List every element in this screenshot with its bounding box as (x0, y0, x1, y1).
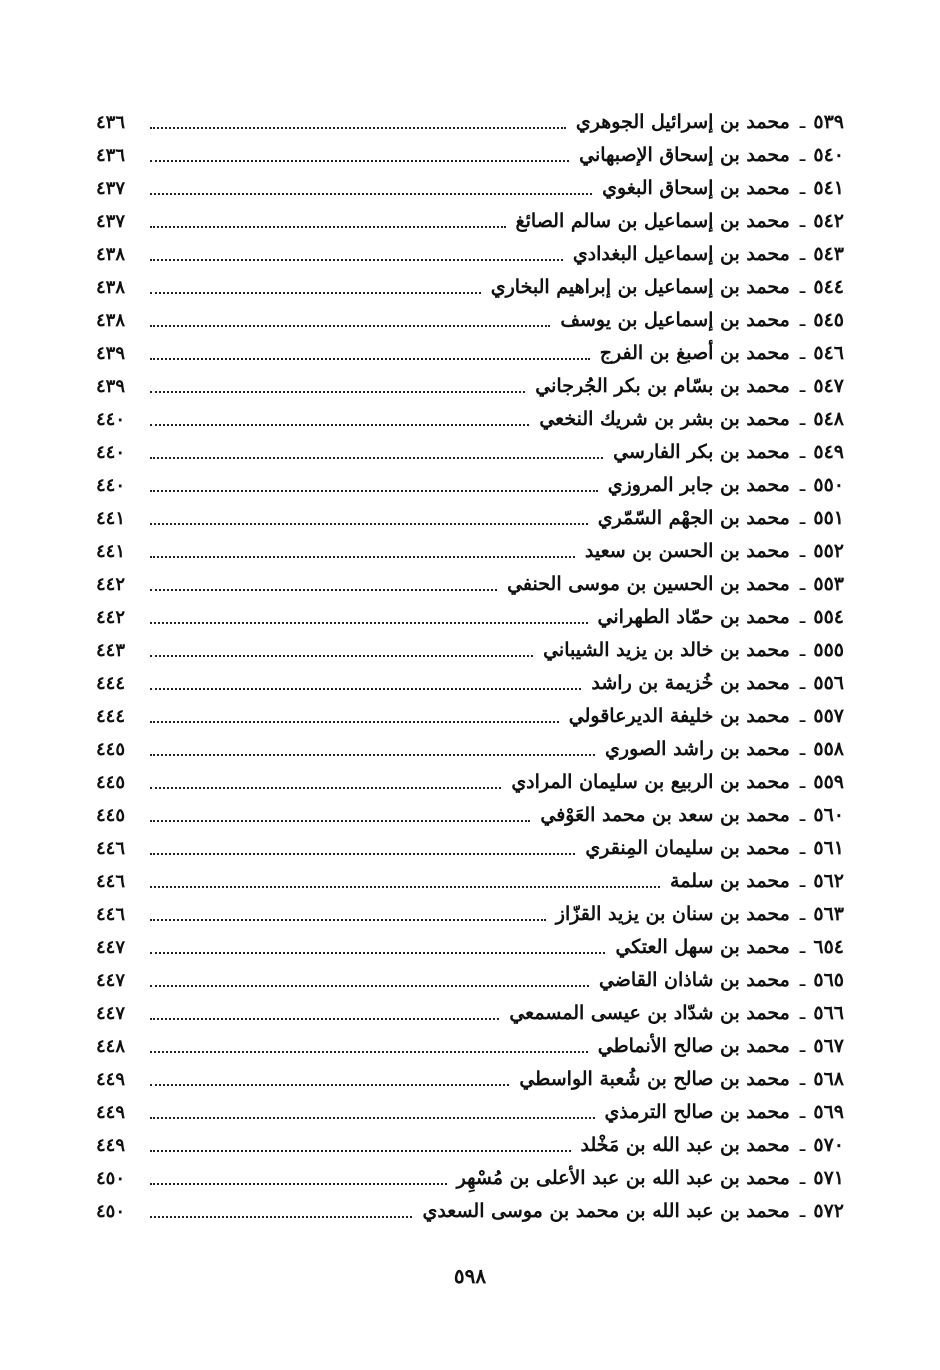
dot-leader (150, 160, 569, 162)
entry-name: محمد بن سهل العتكي (615, 936, 790, 958)
entry-number: ٥٦٢ (813, 870, 844, 892)
entry-dash: ـ (799, 243, 806, 265)
entry-number: ٥٤٢ (813, 210, 844, 232)
dot-leader (150, 391, 525, 393)
entry-page-number: ٤٤٥ (96, 805, 126, 826)
entry-number: ٥٦٥ (813, 969, 844, 991)
entry-name: محمد بن عبد الله بن محمد بن موسى السعدي (422, 1200, 790, 1222)
entry-dash: ـ (799, 870, 806, 892)
dot-leader (150, 259, 563, 261)
entry-name: محمد بن سليمان المِنقري (585, 837, 790, 859)
entry-page-number: ٤٤٥ (96, 772, 126, 793)
entry-page-number: ٤٤٧ (96, 1003, 126, 1024)
entry-page-number: ٤٤٣ (96, 640, 126, 661)
entry-dash: ـ (799, 1002, 806, 1024)
entry-name: محمد بن سنان بن يزيد القزّاز (555, 903, 790, 925)
entry-page-number: ٤٤٤ (96, 673, 126, 694)
toc-entry (96, 1096, 844, 1129)
entry-number: ٥٤٦ (813, 342, 844, 364)
toc-entry (96, 139, 844, 172)
dot-leader (150, 1018, 499, 1020)
entry-dash: ـ (799, 936, 806, 958)
toc-entry (96, 337, 844, 370)
entry-number: ٥٥٨ (813, 738, 844, 760)
toc-entry (96, 106, 844, 139)
dot-leader (150, 1117, 595, 1119)
entry-number: ٥٥٦ (813, 672, 844, 694)
entry-number: ٥٤٩ (813, 441, 844, 463)
entry-dash: ـ (799, 1101, 806, 1123)
entry-dash: ـ (799, 903, 806, 925)
dot-leader (150, 490, 598, 492)
entry-name: محمد بن إسحاق الإصبهاني (579, 144, 790, 166)
entry-page-number: ٤٣٩ (96, 376, 126, 397)
entry-page-number: ٤٣٦ (96, 145, 126, 166)
entry-name: محمد بن راشد الصوري (605, 738, 790, 760)
entry-page-number: ٤٣٨ (96, 310, 126, 331)
entry-dash: ـ (799, 177, 806, 199)
entry-dash: ـ (799, 969, 806, 991)
entry-dash: ـ (799, 705, 806, 727)
entry-page-number: ٤٤٤ (96, 706, 126, 727)
dot-leader (150, 1216, 412, 1218)
dot-leader (150, 1084, 509, 1086)
entry-number: ٥٥٢ (813, 540, 844, 562)
entry-dash: ـ (799, 573, 806, 595)
entry-name: محمد بن الحسن بن سعيد (584, 540, 790, 562)
entry-page-number: ٤٥٠ (96, 1168, 126, 1189)
entry-name: محمد بن خالد بن يزيد الشيباني (543, 639, 790, 661)
entry-name: محمد بن عبد الله بن مَخْلد (580, 1134, 790, 1156)
entry-dash: ـ (799, 738, 806, 760)
toc-entry (96, 205, 844, 238)
dot-leader (150, 589, 497, 591)
toc-entry (96, 502, 844, 535)
entry-number: ٥٦٣ (813, 903, 844, 925)
entry-dash: ـ (799, 111, 806, 133)
entry-page-number: ٤٤٠ (96, 409, 126, 430)
dot-leader (150, 754, 595, 756)
dot-leader (150, 985, 589, 987)
entry-number: ٥٤٤ (813, 276, 844, 298)
toc-entry (96, 1063, 844, 1096)
entry-number: ٥٦٦ (813, 1002, 844, 1024)
entry-dash: ـ (799, 540, 806, 562)
entry-number: ٥٥٠ (813, 474, 844, 496)
entry-name: محمد بن إسماعيل بن يوسف (560, 309, 790, 331)
toc-entry (96, 832, 844, 865)
entry-number: ٥٤٧ (813, 375, 844, 397)
entry-dash: ـ (799, 771, 806, 793)
entry-dash: ـ (799, 639, 806, 661)
dot-leader (150, 622, 588, 624)
dot-leader (150, 853, 575, 855)
toc-entry (96, 667, 844, 700)
entry-name: محمد بن شدّاد بن عيسى المسمعي (509, 1002, 790, 1024)
table-of-contents (96, 106, 844, 1228)
entry-name: محمد بن صالح الترمذي (604, 1101, 790, 1123)
entry-name: محمد بن شاذان القاضي (598, 969, 790, 991)
entry-number: ٥٥١ (813, 507, 844, 529)
dot-leader (150, 1051, 588, 1053)
entry-name: محمد بن إسماعيل البغدادي (572, 243, 790, 265)
dot-leader (150, 1150, 571, 1152)
toc-entry (96, 700, 844, 733)
entry-dash: ـ (799, 441, 806, 463)
dot-leader (150, 358, 590, 360)
dot-leader (150, 292, 481, 294)
entry-number: ٥٥٣ (813, 573, 844, 595)
entry-number: ٥٤٠ (813, 144, 844, 166)
toc-entry (96, 370, 844, 403)
entry-number: ٥٦٨ (813, 1068, 844, 1090)
entry-dash: ـ (799, 1200, 806, 1222)
entry-name: محمد بن الربيع بن سليمان المرادي (511, 771, 790, 793)
entry-name: محمد بن الجهْم السّمّري (597, 507, 790, 529)
dot-leader (150, 688, 581, 690)
toc-entry (96, 535, 844, 568)
entry-number: ٥٦٠ (813, 804, 844, 826)
dot-leader (150, 919, 546, 921)
entry-name: محمد بن سعد بن محمد العَوْفي (540, 804, 790, 826)
entry-page-number: ٤٣٧ (96, 211, 126, 232)
entry-page-number: ٤٤٧ (96, 937, 126, 958)
toc-entry (96, 997, 844, 1030)
entry-page-number: ٤٤٥ (96, 739, 126, 760)
entry-number: ٥٥٥ (813, 639, 844, 661)
entry-name: محمد بن إسحاق البغوي (602, 177, 790, 199)
entry-number: ٥٤٨ (813, 408, 844, 430)
entry-name: محمد بن إسماعيل بن إبراهيم البخاري (490, 276, 790, 298)
toc-entry (96, 1129, 844, 1162)
entry-dash: ـ (799, 276, 806, 298)
dot-leader (150, 325, 550, 327)
entry-number: ٥٦٧ (813, 1035, 844, 1057)
entry-number: ٥٧٠ (813, 1134, 844, 1156)
dot-leader (150, 721, 559, 723)
entry-number: ٥٣٩ (813, 111, 844, 133)
entry-name: محمد بن خليفة الديرعاقولي (568, 705, 790, 727)
entry-page-number: ٤٤٠ (96, 475, 126, 496)
entry-page-number: ٤٣٨ (96, 277, 126, 298)
entry-page-number: ٤٤١ (96, 541, 126, 562)
toc-entry (96, 898, 844, 931)
entry-page-number: ٤٤٦ (96, 904, 126, 925)
page-number: ٥٩٨ (453, 1264, 487, 1288)
entry-number: ٥٧١ (813, 1167, 844, 1189)
entry-number: ٥٥٧ (813, 705, 844, 727)
toc-entry (96, 799, 844, 832)
entry-number: ٥٦١ (813, 837, 844, 859)
entry-dash: ـ (799, 672, 806, 694)
entry-page-number: ٤٤٠ (96, 442, 126, 463)
entry-name: محمد بن سلمة (670, 870, 790, 892)
entry-dash: ـ (799, 1134, 806, 1156)
entry-number: ٥٥٩ (813, 771, 844, 793)
entry-dash: ـ (799, 342, 806, 364)
toc-entry (96, 568, 844, 601)
entry-number: ٥٤٣ (813, 243, 844, 265)
entry-dash: ـ (799, 408, 806, 430)
toc-entry (96, 436, 844, 469)
dot-leader (150, 820, 530, 822)
toc-entry (96, 1162, 844, 1195)
toc-entry (96, 601, 844, 634)
entry-name: محمد بن صالح بن شُعبة الواسطي (519, 1068, 790, 1090)
entry-dash: ـ (799, 210, 806, 232)
entry-dash: ـ (799, 837, 806, 859)
entry-page-number: ٤٣٦ (96, 112, 126, 133)
entry-page-number: ٤٣٧ (96, 178, 126, 199)
entry-page-number: ٤٤٢ (96, 607, 126, 628)
dot-leader (150, 457, 603, 459)
entry-dash: ـ (799, 1167, 806, 1189)
entry-name: محمد بن الحسين بن موسى الحنفي (507, 573, 790, 595)
entry-page-number: ٤٤٩ (96, 1135, 126, 1156)
entry-number: ٥٤١ (813, 177, 844, 199)
entry-page-number: ٤٤٩ (96, 1069, 126, 1090)
toc-entry (96, 865, 844, 898)
toc-entry (96, 304, 844, 337)
entry-dash: ـ (799, 606, 806, 628)
dot-leader (150, 886, 660, 888)
entry-dash: ـ (799, 474, 806, 496)
entry-page-number: ٤٥٠ (96, 1201, 126, 1222)
entry-dash: ـ (799, 804, 806, 826)
dot-leader (150, 424, 529, 426)
entry-page-number: ٤٣٨ (96, 244, 126, 265)
toc-entry (96, 634, 844, 667)
entry-name: محمد بن إسماعيل بن سالم الصائغ (515, 210, 790, 232)
dot-leader (150, 193, 592, 195)
entry-name: محمد بن بسّام بن بكر الجُرجاني (535, 375, 790, 397)
toc-entry (96, 931, 844, 964)
entry-page-number: ٤٤٩ (96, 1102, 126, 1123)
entry-name: محمد بن صالح الأنماطي (597, 1035, 790, 1057)
entry-page-number: ٤٤٢ (96, 574, 126, 595)
toc-entry (96, 271, 844, 304)
entry-number: ٥٧٢ (813, 1200, 844, 1222)
entry-name: محمد بن خُزيمة بن راشد (591, 672, 790, 694)
entry-name: محمد بن بشر بن شريك النخعي (539, 408, 790, 430)
toc-entry (96, 766, 844, 799)
toc-entry (96, 172, 844, 205)
entry-name: محمد بن بكر الفارسي (613, 441, 790, 463)
toc-entry (96, 733, 844, 766)
entry-name: محمد بن عبد الله بن عبد الأعلى بن مُسْهِر (456, 1167, 790, 1189)
entry-dash: ـ (799, 309, 806, 331)
entry-page-number: ٤٤٧ (96, 970, 126, 991)
dot-leader (150, 556, 575, 558)
entry-name: محمد بن إسرائيل الجوهري (575, 111, 790, 133)
dot-leader (150, 523, 588, 525)
entry-number: ٥٤٥ (813, 309, 844, 331)
dot-leader (150, 655, 533, 657)
entry-number: ٥٥٤ (813, 606, 844, 628)
toc-entry (96, 964, 844, 997)
entry-page-number: ٤٣٩ (96, 343, 126, 364)
dot-leader (150, 1183, 447, 1185)
entry-dash: ـ (799, 144, 806, 166)
entry-page-number: ٤٤٦ (96, 838, 126, 859)
entry-name: محمد بن جابر المروزي (607, 474, 790, 496)
entry-page-number: ٤٤١ (96, 508, 126, 529)
dot-leader (150, 952, 605, 954)
entry-dash: ـ (799, 1035, 806, 1057)
entry-name: محمد بن حمّاد الطهراني (597, 606, 790, 628)
entry-name: محمد بن أصبغ بن الفرج (599, 342, 790, 364)
entry-number: ٦٥٤ (813, 936, 844, 958)
toc-entry (96, 1195, 844, 1228)
dot-leader (150, 787, 501, 789)
entry-number: ٥٦٩ (813, 1101, 844, 1123)
dot-leader (150, 226, 506, 228)
toc-entry (96, 469, 844, 502)
entry-page-number: ٤٤٨ (96, 1036, 126, 1057)
entry-dash: ـ (799, 1068, 806, 1090)
dot-leader (150, 127, 566, 129)
toc-entry (96, 1030, 844, 1063)
toc-entry (96, 238, 844, 271)
entry-dash: ـ (799, 375, 806, 397)
toc-entry (96, 403, 844, 436)
entry-dash: ـ (799, 507, 806, 529)
entry-page-number: ٤٤٦ (96, 871, 126, 892)
